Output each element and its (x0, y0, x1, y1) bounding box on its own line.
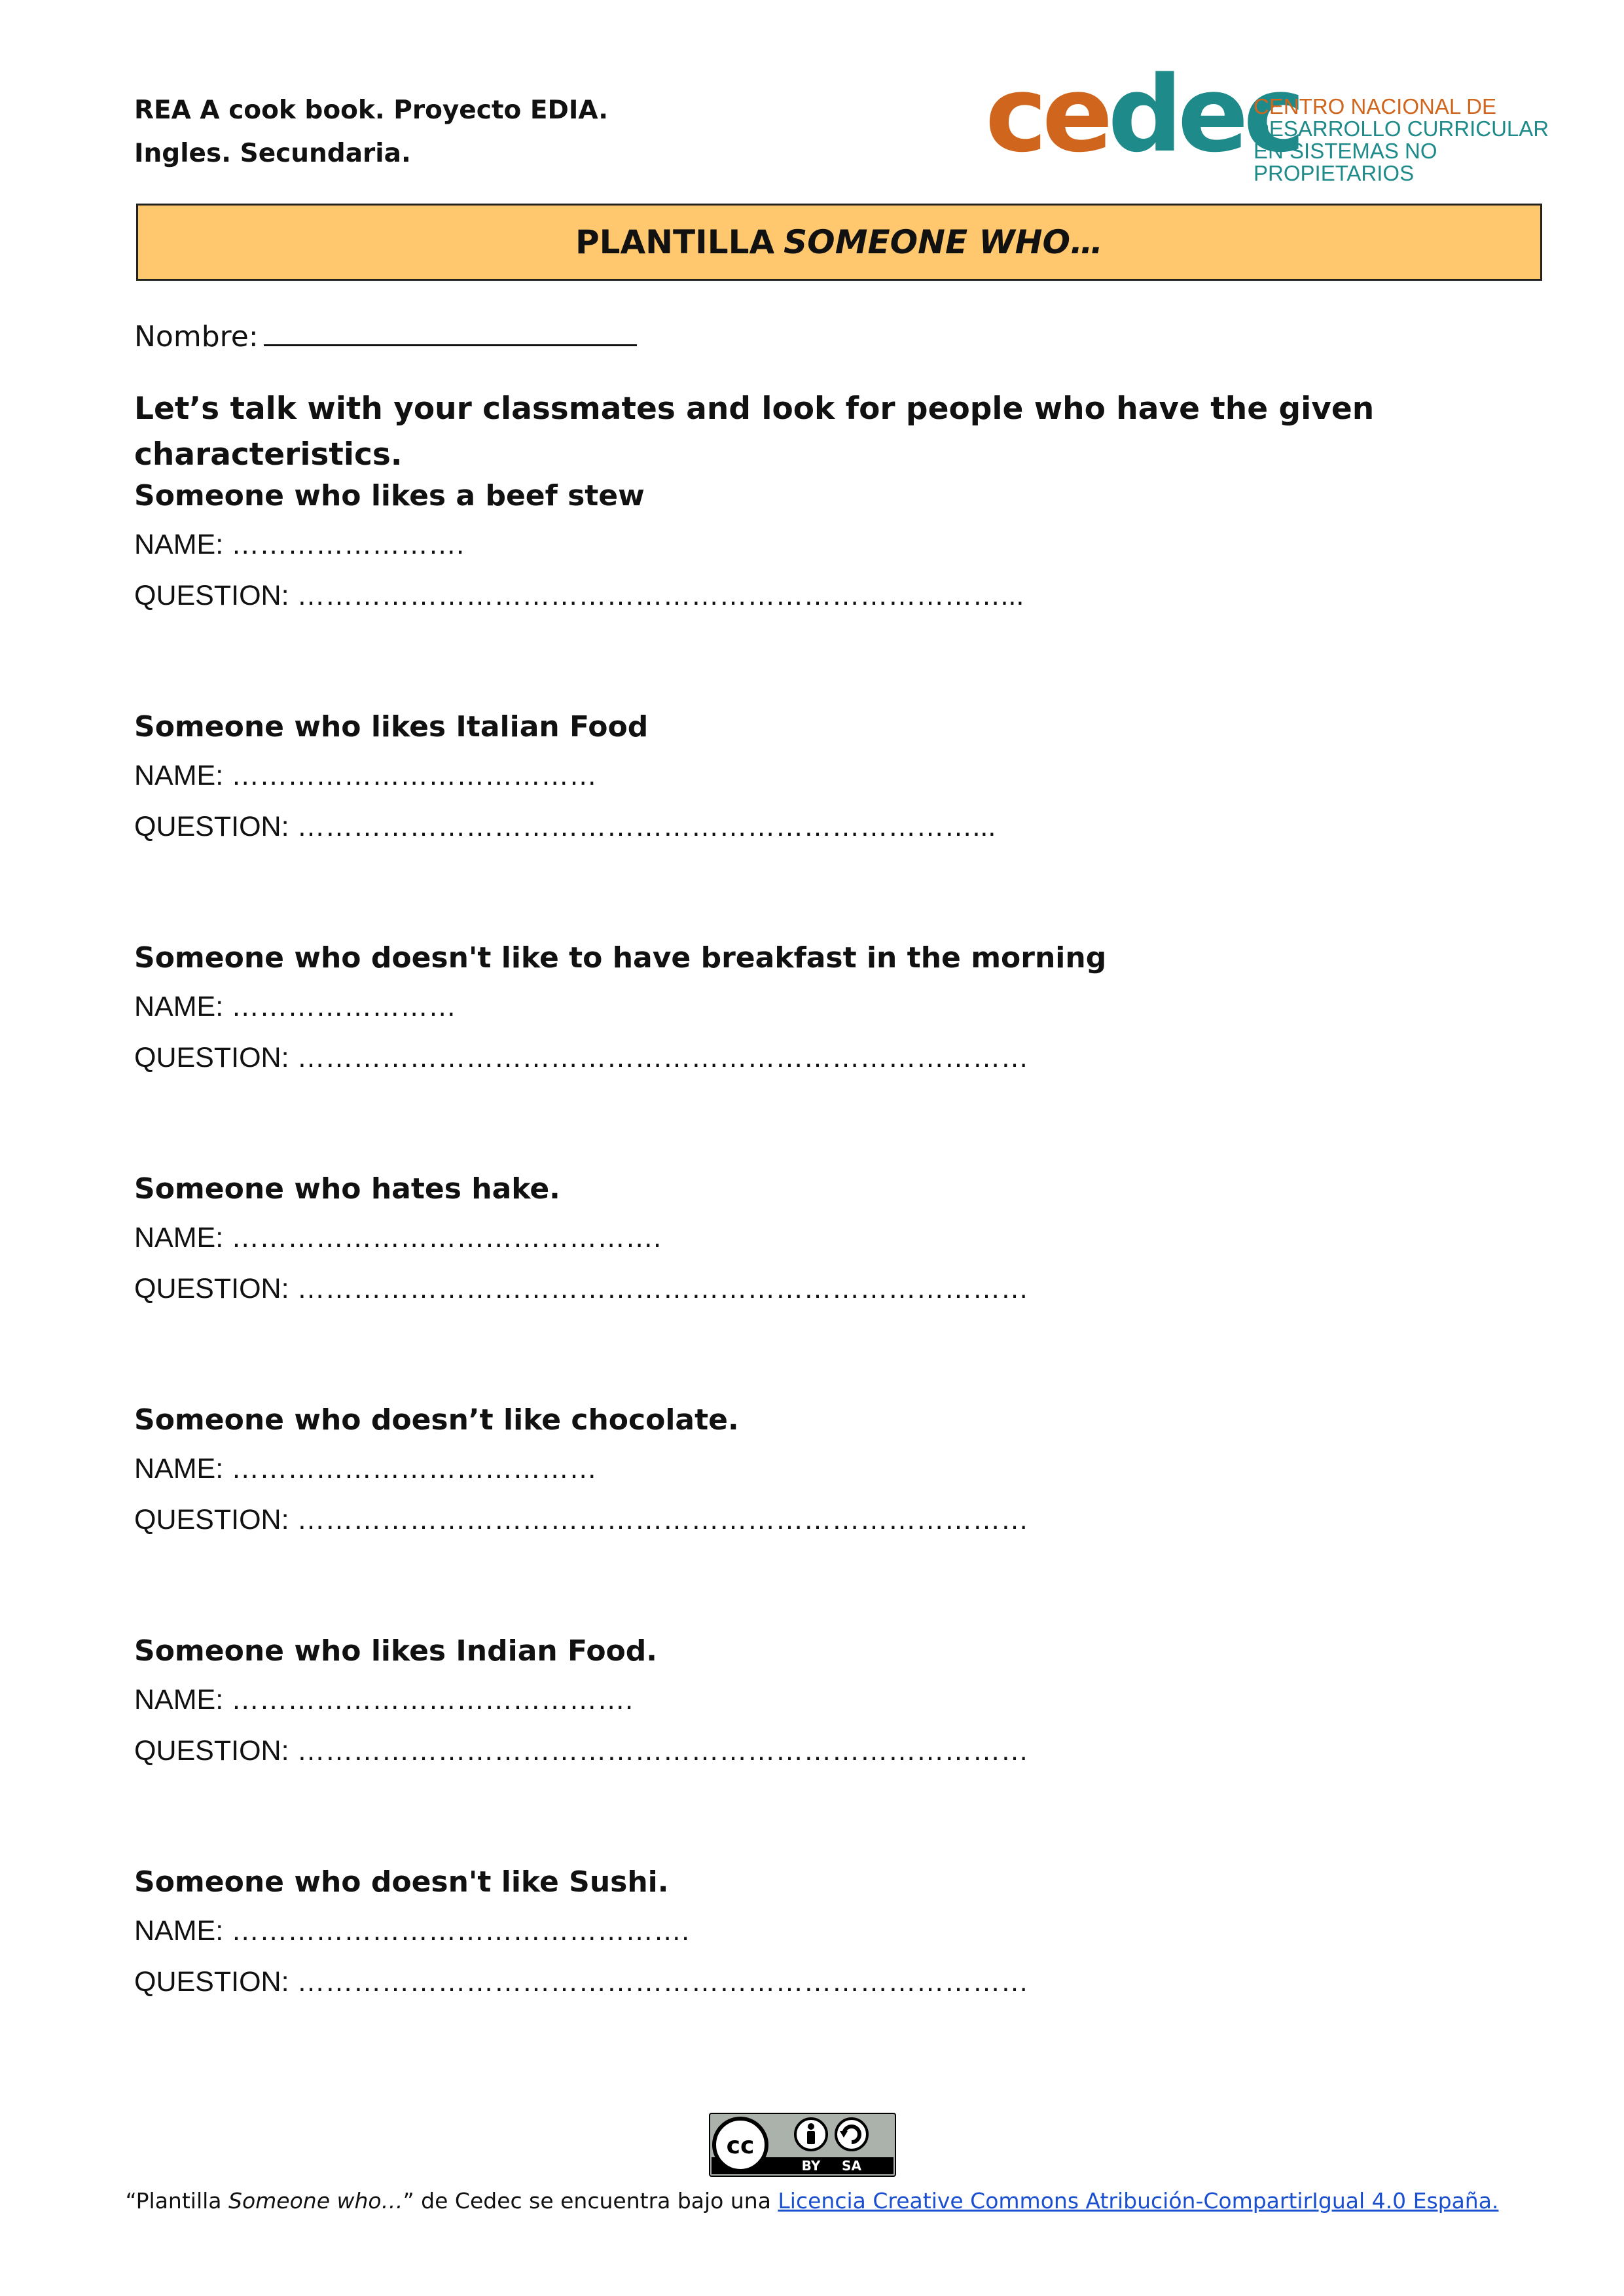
title-italic: SOMEONE WHO… (784, 223, 1104, 261)
list-item (134, 704, 996, 852)
list-item (134, 1397, 1028, 1545)
cedec-logo (985, 53, 1555, 185)
list-item (134, 1859, 1028, 2007)
name-line[interactable]: NAME: ………………………………… (134, 760, 598, 791)
list-item (134, 1166, 1028, 1314)
name-line[interactable]: NAME: ………………………………… (134, 1453, 598, 1484)
logo-word-part2: dec (1108, 53, 1301, 175)
item-title: Someone who likes Indian Food. (134, 1634, 657, 1668)
question-line[interactable]: QUESTION: …………………………………………………………………... (134, 580, 1024, 611)
header-info (134, 89, 608, 175)
logo-word-part1: ce (985, 53, 1108, 175)
item-title: Someone who doesn't like to have breakfast in the morning (134, 941, 1107, 975)
sa-label: SA (842, 2158, 861, 2174)
item-title: Someone who hates hake. (134, 1172, 560, 1206)
license-text-open: “Plantilla (125, 2188, 229, 2214)
header-project: REA A cook book. Proyecto EDIA. (134, 96, 609, 125)
license-text-mid: ” de Cedec se encuentra bajo una (403, 2188, 778, 2214)
by-label: BY (801, 2158, 821, 2174)
logo-sub-line3: EN SISTEMAS NO PROPIETARIOS (1254, 139, 1437, 185)
name-line[interactable]: NAME: ………………………………………. (134, 1222, 662, 1253)
list-item (134, 473, 1024, 621)
list-item (134, 1628, 1028, 1776)
license-footer (0, 2185, 1624, 2217)
question-line[interactable]: QUESTION: …………………………………………………………………… (134, 1966, 1029, 1998)
question-line[interactable]: QUESTION: …………………………………………………………………… (134, 1273, 1029, 1304)
license-text-italic: Someone who… (228, 2188, 403, 2214)
item-title: Someone who doesn’t like chocolate. (134, 1403, 739, 1437)
cc-by-sa-badge[interactable] (709, 2113, 896, 2177)
item-title: Someone who doesn't like Sushi. (134, 1865, 669, 1899)
question-line[interactable]: QUESTION: …………………………………………………………………… (134, 1735, 1029, 1767)
question-line[interactable]: QUESTION: …………………………………………………………………… (134, 1504, 1029, 1535)
license-link[interactable]: Licencia Creative Commons Atribución-CompartirIgual 4.0 España. (778, 2188, 1499, 2214)
by-person-head-icon (808, 2123, 814, 2130)
item-title: Someone who likes Italian Food (134, 710, 649, 744)
name-line[interactable]: NAME: ……………………………………. (134, 1684, 634, 1715)
item-title: Someone who likes a beef stew (134, 479, 645, 512)
title-plain: PLANTILLA (575, 223, 775, 261)
logo-sub-line2: DESARROLLO CURRICULAR (1254, 117, 1549, 141)
logo-sub-line1: CENTRO NACIONAL DE (1254, 94, 1496, 118)
nombre-field (134, 313, 637, 360)
instructions: Let’s talk with your classmates and look for people who have the given characteristics. (134, 391, 1375, 473)
title-banner (136, 204, 1542, 281)
name-line[interactable]: NAME: …………………… (134, 991, 457, 1022)
cc-letters-icon: cc (726, 2132, 755, 2159)
sa-share-icon (836, 2119, 867, 2150)
logo-subtitle (1254, 96, 1555, 185)
question-line[interactable]: QUESTION: …………………………………………………………………… (134, 1042, 1029, 1073)
name-line[interactable]: NAME: …………………………………………. (134, 1915, 690, 1946)
nombre-label: Nombre: (134, 320, 259, 353)
name-line[interactable]: NAME: ……………………. (134, 529, 465, 560)
list-item (134, 935, 1106, 1083)
by-person-body-icon (807, 2131, 815, 2144)
question-line[interactable]: QUESTION: ………………………………………………………………... (134, 811, 996, 842)
header-subject: Ingles. Secundaria. (134, 139, 411, 168)
nombre-blank-line[interactable] (264, 313, 637, 346)
